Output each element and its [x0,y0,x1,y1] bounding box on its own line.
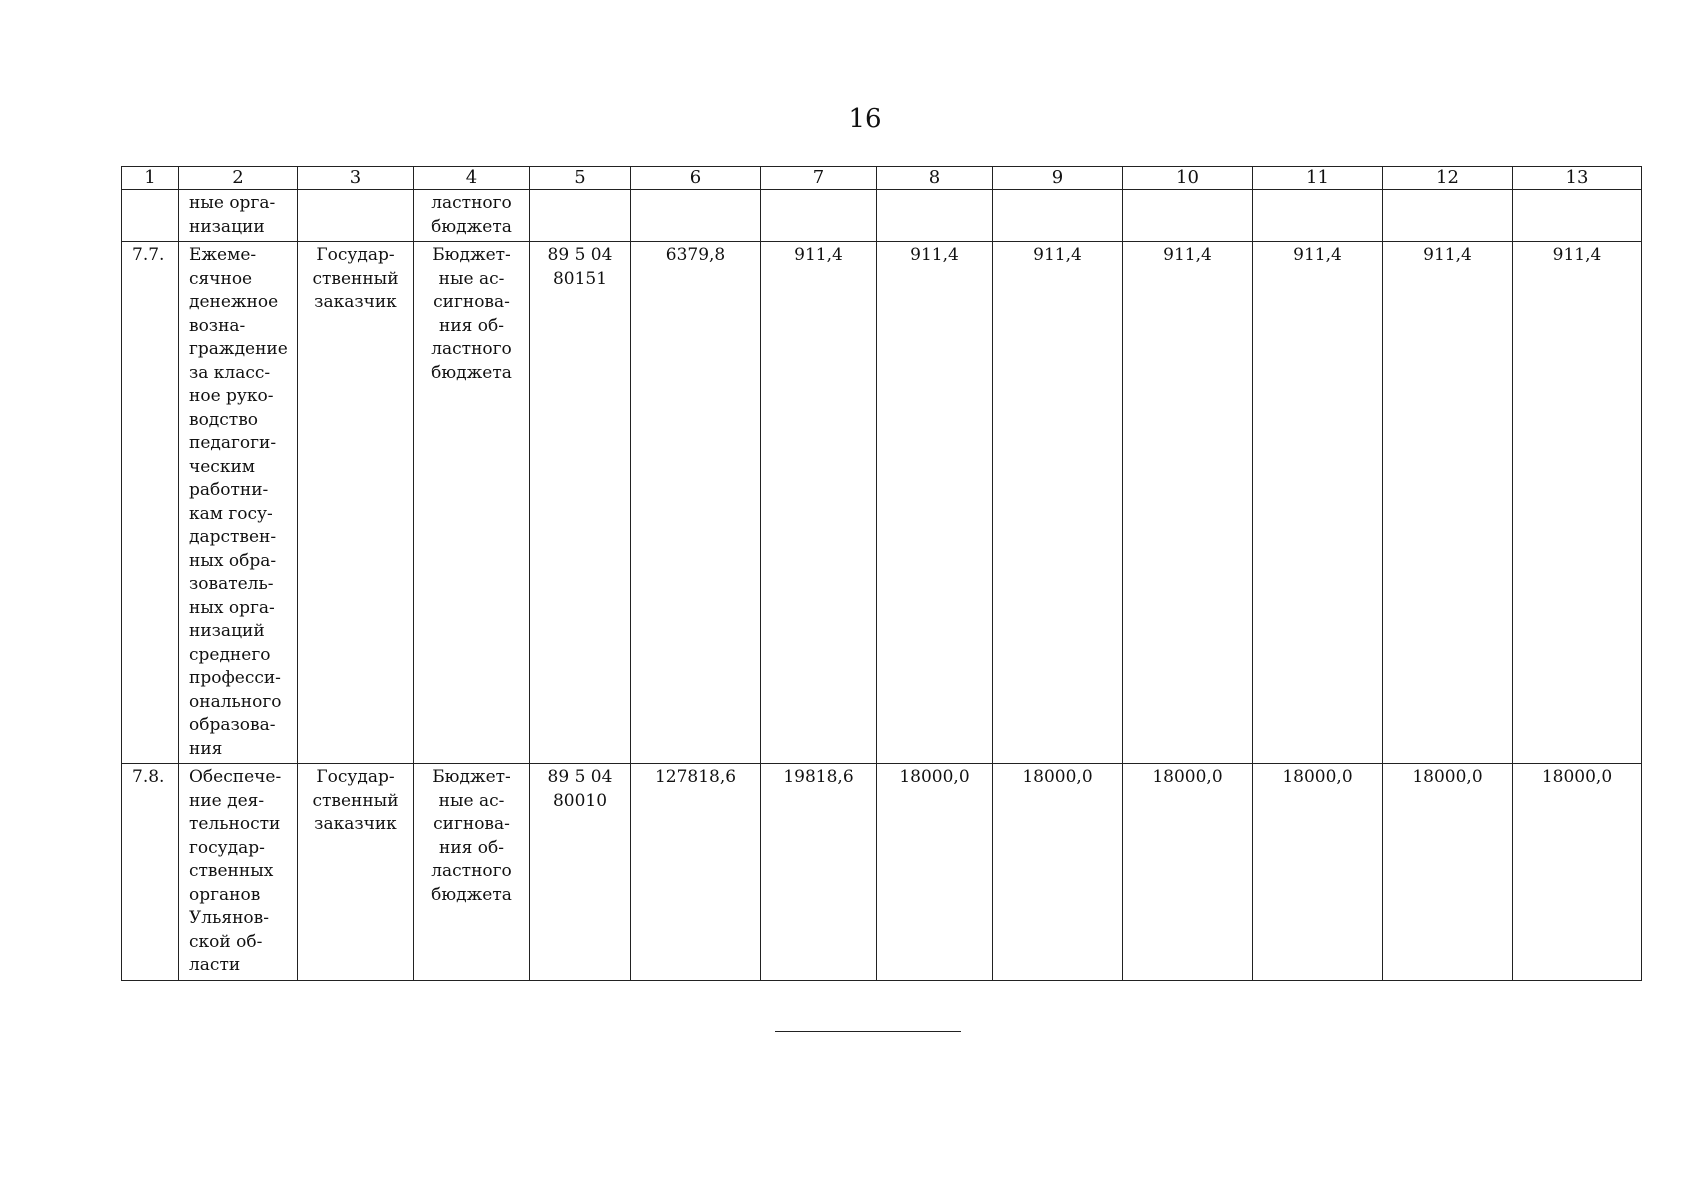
table-cell [179,190,298,242]
row-year-value: 18000,0 [1383,764,1513,981]
table-cell [1383,190,1513,242]
table-cell [414,190,530,242]
row-year-value: 911,4 [1383,242,1513,764]
page-number: 16 [848,104,882,134]
column-number: 8 [877,167,993,190]
column-number: 7 [761,167,877,190]
column-number: 4 [414,167,530,190]
row-total: 6379,8 [631,242,761,764]
continued-name: ные орга- низации [189,193,276,237]
row-year-value: 19818,6 [761,764,877,981]
table-cell [122,190,179,242]
table-cell [631,190,761,242]
row-source: Бюджет- ные ас- сигнова- ния об- ластного бюджета [414,764,530,981]
table-row [122,764,1642,981]
table-row [122,242,1642,764]
row-number: 7.8. [122,764,179,981]
column-number: 1 [122,167,179,190]
column-number: 11 [1253,167,1383,190]
column-number: 9 [993,167,1123,190]
row-year-value: 911,4 [1513,242,1642,764]
row-code: 89 5 04 80151 [530,242,631,764]
table-cell [993,190,1123,242]
column-number: 10 [1123,167,1253,190]
table-cell [298,190,414,242]
column-number: 2 [179,167,298,190]
row-source: Бюджет- ные ас- сигнова- ния об- ластного бюджета [414,242,530,764]
row-year-value: 911,4 [877,242,993,764]
table-cell [1513,190,1642,242]
row-year-value: 18000,0 [993,764,1123,981]
table-cell [1123,190,1253,242]
row-year-value: 18000,0 [1513,764,1642,981]
row-customer: Государ- ственный заказчик [298,242,414,764]
row-year-value: 18000,0 [1253,764,1383,981]
row-name: Обеспече- ние дея- тельности государ- ственных органов Ульянов- ской об- ласти [179,764,298,981]
row-year-value: 911,4 [761,242,877,764]
row-code: 89 5 04 80010 [530,764,631,981]
table-cell [877,190,993,242]
table-cell [530,190,631,242]
column-number-row [122,167,1642,190]
continued-source: ластного бюджета [431,193,512,237]
row-name: Ежеме- сячное денежное возна- граждение за класс- ное руко- водство педагоги- ческим работни- кам госу- дарствен- ных обра- зователь- ных орга- низаций среднего професси- онального образова- ния [179,242,298,764]
column-number: 6 [631,167,761,190]
table-cell [761,190,877,242]
row-number: 7.7. [122,242,179,764]
row-year-value: 18000,0 [1123,764,1253,981]
column-number: 12 [1383,167,1513,190]
row-customer: Государ- ственный заказчик [298,764,414,981]
row-year-value: 911,4 [993,242,1123,764]
column-number: 5 [530,167,631,190]
column-number: 13 [1513,167,1642,190]
continuation-row [122,190,1642,242]
column-number: 3 [298,167,414,190]
row-year-value: 18000,0 [877,764,993,981]
budget-table [121,166,1642,981]
row-year-value: 911,4 [1253,242,1383,764]
table-cell [1253,190,1383,242]
closing-rule [775,1031,961,1032]
row-total: 127818,6 [631,764,761,981]
row-year-value: 911,4 [1123,242,1253,764]
